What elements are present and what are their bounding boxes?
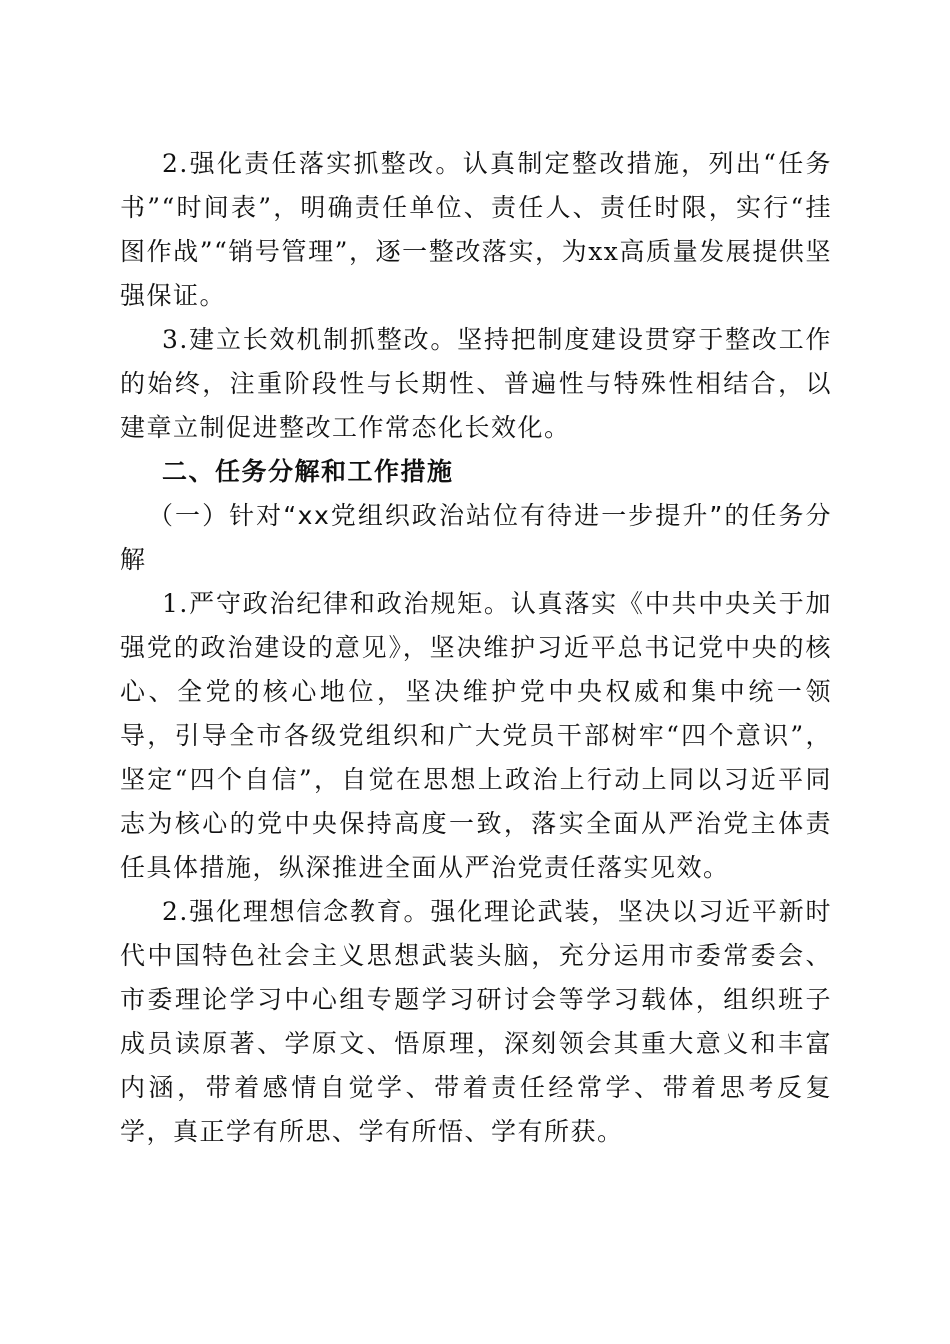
paragraph-long-term-mechanism: 3.建立长效机制抓整改。坚持把制度建设贯穿于整改工作的始终，注重阶段性与长期性、普遍性与特殊性相结合，以建章立制促进整改工作常态化长效化。 [120, 325, 832, 442]
section-heading: 二、任务分解和工作措施 [162, 457, 454, 486]
document-body [120, 142, 832, 1154]
paragraph-responsibility: 2.强化责任落实抓整改。认真制定整改措施，列出“任务书”“时间表”，明确责任单位、责任人、责任时限，实行“挂图作战”“销号管理”，逐一整改落实，为xx高质量发展提供坚强保证。 [120, 149, 832, 310]
paragraph-ideals-education: 2.强化理想信念教育。强化理论武装，坚决以习近平新时代中国特色社会主义思想武装头脑，充分运用市委常委会、市委理论学习中心组专题学习研讨会等学习载体，组织班子成员读原著、学原文、悟原理，深刻领会其重大意义和丰富内涵，带着感情自觉学、带着责任经常学、带着思考反复学，真正学有所思、学有所悟、学有所获。 [120, 897, 832, 1146]
paragraph-political-discipline: 1.严守政治纪律和政治规矩。认真落实《中共中央关于加强党的政治建设的意见》，坚决维护习近平总书记党中央的核心、全党的核心地位，坚决维护党中央权威和集中统一领导，引导全市各级党组织和广大党员干部树牢“四个意识”，坚定“四个自信”，自觉在思想上政治上行动上同以习近平同志为核心的党中央保持高度一致，落实全面从严治党主体责任具体措施，纵深推进全面从严治党责任落实见效。 [120, 589, 832, 882]
subsection-heading: （一）针对“xx党组织政治站位有待进一步提升”的任务分解 [120, 501, 832, 574]
